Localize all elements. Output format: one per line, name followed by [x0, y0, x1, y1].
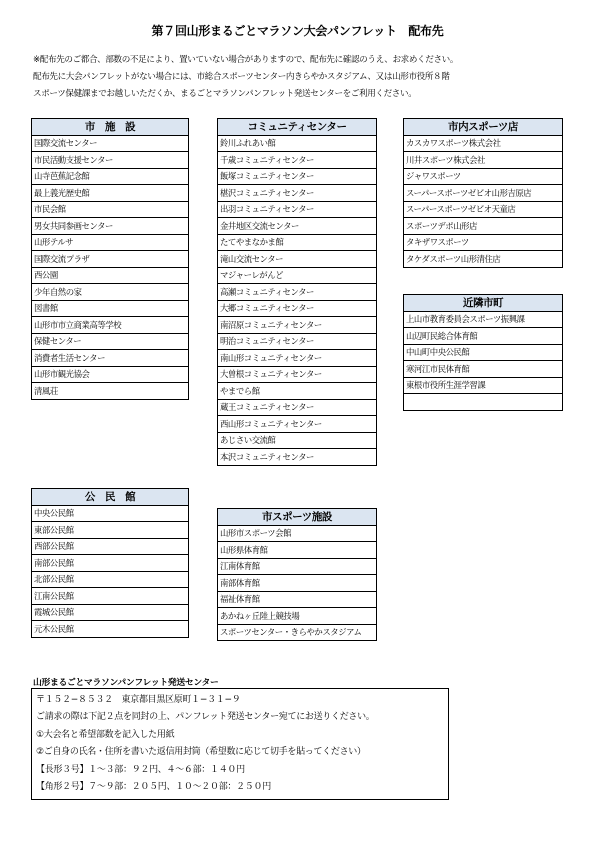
- table-row: [218, 267, 377, 284]
- postage-line: 【長形３号】１〜３部：９２円、４〜６部：１４０円: [36, 764, 245, 775]
- table-row: [218, 542, 377, 559]
- table-row: [32, 366, 189, 383]
- distribution-site: あかねヶ丘陸上競技場: [218, 608, 377, 625]
- table-header: 市 施 設: [32, 119, 189, 136]
- distribution-site: 山形県体育館: [218, 542, 377, 559]
- table-row: [32, 284, 189, 301]
- table-row: [32, 317, 189, 334]
- distribution-site: 滝山交流センター: [218, 251, 377, 268]
- table-row: [404, 394, 563, 411]
- distribution-site: [404, 394, 563, 411]
- distribution-site: 最上義光歴史館: [32, 185, 189, 202]
- distribution-site: 大曽根コミュニティセンター: [218, 366, 377, 383]
- table-row: [32, 152, 189, 169]
- notice-text: [33, 52, 573, 103]
- distribution-site: 市民会館: [32, 201, 189, 218]
- notice-line: ※配布先のご都合、部数の不足により、置いていない場合がありますので、配布先に確認のうえ、お求めください。: [33, 55, 459, 65]
- notice-line: スポーツ保健課までお越しいただくか、まるごとマラソンパンフレット発送センターをご利用ください。: [33, 89, 417, 99]
- table-row: [218, 575, 377, 592]
- table-row: [32, 522, 189, 539]
- table-row: [404, 135, 563, 152]
- table-row: [404, 218, 563, 235]
- distribution-site: 中央公民館: [32, 505, 189, 522]
- distribution-site: 国際交流センター: [32, 135, 189, 152]
- city-facility-table: [31, 118, 189, 400]
- table-row: [404, 168, 563, 185]
- distribution-site: 南沼原コミュニティセンター: [218, 317, 377, 334]
- table-row: [218, 168, 377, 185]
- distribution-site: 椹沢コミュニティセンター: [218, 185, 377, 202]
- sports-shop-table: [403, 118, 563, 268]
- distribution-site: 北部公民館: [32, 571, 189, 588]
- table-row: [32, 251, 189, 268]
- distribution-site: 東根市役所生涯学習課: [404, 377, 563, 394]
- table-row: [218, 218, 377, 235]
- table-row: [218, 366, 377, 383]
- table-row: [218, 284, 377, 301]
- distribution-site: 元木公民館: [32, 621, 189, 638]
- distribution-site: 飯塚コミュニティセンター: [218, 168, 377, 185]
- distribution-site: 山形市市立商業高等学校: [32, 317, 189, 334]
- distribution-site: 出羽コミュニティセンター: [218, 201, 377, 218]
- distribution-site: 山寺芭蕉記念館: [32, 168, 189, 185]
- distribution-site: たてやまなかま館: [218, 234, 377, 251]
- distribution-site: 山形テルサ: [32, 234, 189, 251]
- requirement-item: ②ご自身の氏名・住所を書いた返信用封筒（希望数に応じて切手を貼ってください）: [36, 747, 366, 758]
- table-row: [32, 168, 189, 185]
- table-row: [404, 361, 563, 378]
- requirement-item: ①大会名と希望部数を記入した用紙: [36, 729, 175, 740]
- table-row: [404, 185, 563, 202]
- table-row: [218, 333, 377, 350]
- table-row: [32, 383, 189, 400]
- distribution-site: カスカワスポーツ株式会社: [404, 135, 563, 152]
- table-row: [404, 234, 563, 251]
- table-row: [32, 505, 189, 522]
- table-row: [32, 604, 189, 621]
- table-row: [218, 432, 377, 449]
- table-row: [218, 608, 377, 625]
- distribution-site: 山形市観光協会: [32, 366, 189, 383]
- distribution-site: 本沢コミュニティセンター: [218, 449, 377, 466]
- table-row: [218, 152, 377, 169]
- table-row: [32, 571, 189, 588]
- distribution-site: 鈴川ふれあい館: [218, 135, 377, 152]
- distribution-site: 山形市スポーツ会館: [218, 525, 377, 542]
- distribution-site: スポーツセンター・きらやかスタジアム: [218, 624, 377, 641]
- distribution-site: スポーツデポ山形店: [404, 218, 563, 235]
- table-row: [32, 267, 189, 284]
- kominkan-table: [31, 488, 189, 638]
- city-sports-facility-table: [217, 508, 377, 641]
- table-row: [32, 588, 189, 605]
- distribution-site: 清風荘: [32, 383, 189, 400]
- table-row: [218, 558, 377, 575]
- distribution-site: 西公園: [32, 267, 189, 284]
- distribution-site: 明治コミュニティセンター: [218, 333, 377, 350]
- table-row: [218, 399, 377, 416]
- neighbor-town-table: [403, 294, 563, 411]
- distribution-site: 蔵王コミュニティセンター: [218, 399, 377, 416]
- distribution-site: 寒河江市民体育館: [404, 361, 563, 378]
- table-row: [218, 234, 377, 251]
- table-row: [32, 555, 189, 572]
- community-center-table: [217, 118, 377, 466]
- table-row: [404, 251, 563, 268]
- distribution-site: スーパースポーツゼビオ山形吉原店: [404, 185, 563, 202]
- shipping-center-title: 山形まるごとマラソンパンフレット発送センター: [33, 678, 219, 688]
- notice-line: 配布先に大会パンフレットがない場合には、市総合スポーツセンター内きらやかスタジアム、又は山形市役所８階: [33, 72, 450, 82]
- table-header: 市スポーツ施設: [218, 509, 377, 526]
- table-row: [32, 621, 189, 638]
- table-row: [404, 152, 563, 169]
- distribution-site: 霞城公民館: [32, 604, 189, 621]
- table-header: コミュニティセンター: [218, 119, 377, 136]
- distribution-site: 少年自然の家: [32, 284, 189, 301]
- table-row: [404, 328, 563, 345]
- distribution-site: 保健センター: [32, 333, 189, 350]
- table-row: [218, 251, 377, 268]
- table-row: [404, 201, 563, 218]
- distribution-site: 福祉体育館: [218, 591, 377, 608]
- shipping-center-box: [31, 688, 449, 800]
- table-row: [32, 185, 189, 202]
- table-row: [404, 311, 563, 328]
- distribution-site: 千歳コミュニティセンター: [218, 152, 377, 169]
- table-row: [404, 377, 563, 394]
- table-row: [218, 449, 377, 466]
- distribution-site: 消費者生活センター: [32, 350, 189, 367]
- address-line: 〒１５２−８５３２ 東京都目黒区原町１−３１−９: [36, 695, 241, 705]
- distribution-site: タケダスポーツ山形清住店: [404, 251, 563, 268]
- table-row: [218, 201, 377, 218]
- distribution-site: タキザワスポーツ: [404, 234, 563, 251]
- distribution-site: 図書館: [32, 300, 189, 317]
- table-row: [218, 383, 377, 400]
- distribution-site: 山辺町民総合体育館: [404, 328, 563, 345]
- distribution-site: 江南体育館: [218, 558, 377, 575]
- table-row: [404, 344, 563, 361]
- table-header: 公 民 館: [32, 489, 189, 506]
- distribution-site: 西部公民館: [32, 538, 189, 555]
- distribution-site: ジャワスポーツ: [404, 168, 563, 185]
- distribution-site: 江南公民館: [32, 588, 189, 605]
- table-header: 近隣市町: [404, 295, 563, 312]
- distribution-site: 大郷コミュニティセンター: [218, 300, 377, 317]
- distribution-site: 川井スポーツ株式会社: [404, 152, 563, 169]
- table-row: [32, 333, 189, 350]
- table-row: [218, 185, 377, 202]
- distribution-site: スーパースポーツゼビオ天童店: [404, 201, 563, 218]
- postage-line: 【角形２号】７〜９部：２０５円、１０〜２０部：２５０円: [36, 782, 271, 793]
- table-row: [32, 201, 189, 218]
- distribution-site: 市民活動支援センター: [32, 152, 189, 169]
- distribution-site: マジャーレがんど: [218, 267, 377, 284]
- distribution-site: 高瀬コミュニティセンター: [218, 284, 377, 301]
- table-row: [218, 591, 377, 608]
- distribution-site: 国際交流プラザ: [32, 251, 189, 268]
- table-row: [218, 135, 377, 152]
- table-header: 市内スポーツ店: [404, 119, 563, 136]
- distribution-site: あじさい交流館: [218, 432, 377, 449]
- table-row: [218, 624, 377, 641]
- distribution-site: 南山形コミュニティセンター: [218, 350, 377, 367]
- table-row: [32, 218, 189, 235]
- distribution-site: 男女共同参画センター: [32, 218, 189, 235]
- distribution-site: やまでら館: [218, 383, 377, 400]
- table-row: [32, 234, 189, 251]
- distribution-site: 上山市教育委員会スポーツ振興課: [404, 311, 563, 328]
- table-row: [218, 317, 377, 334]
- table-row: [32, 538, 189, 555]
- table-row: [218, 350, 377, 367]
- table-row: [32, 350, 189, 367]
- page-title: 第７回山形まるごとマラソン大会パンフレット 配布先: [151, 24, 444, 38]
- distribution-site: 金井地区交流センター: [218, 218, 377, 235]
- distribution-site: 南部体育館: [218, 575, 377, 592]
- instruction-line: ご請求の際は下記２点を同封の上、パンフレット発送センター宛てにお送りください。: [36, 712, 375, 723]
- distribution-site: 東部公民館: [32, 522, 189, 539]
- table-row: [32, 300, 189, 317]
- table-row: [218, 525, 377, 542]
- distribution-site: 南部公民館: [32, 555, 189, 572]
- table-row: [32, 135, 189, 152]
- table-row: [218, 300, 377, 317]
- distribution-site: 西山形コミュニティセンター: [218, 416, 377, 433]
- distribution-site: 中山町中央公民館: [404, 344, 563, 361]
- table-row: [218, 416, 377, 433]
